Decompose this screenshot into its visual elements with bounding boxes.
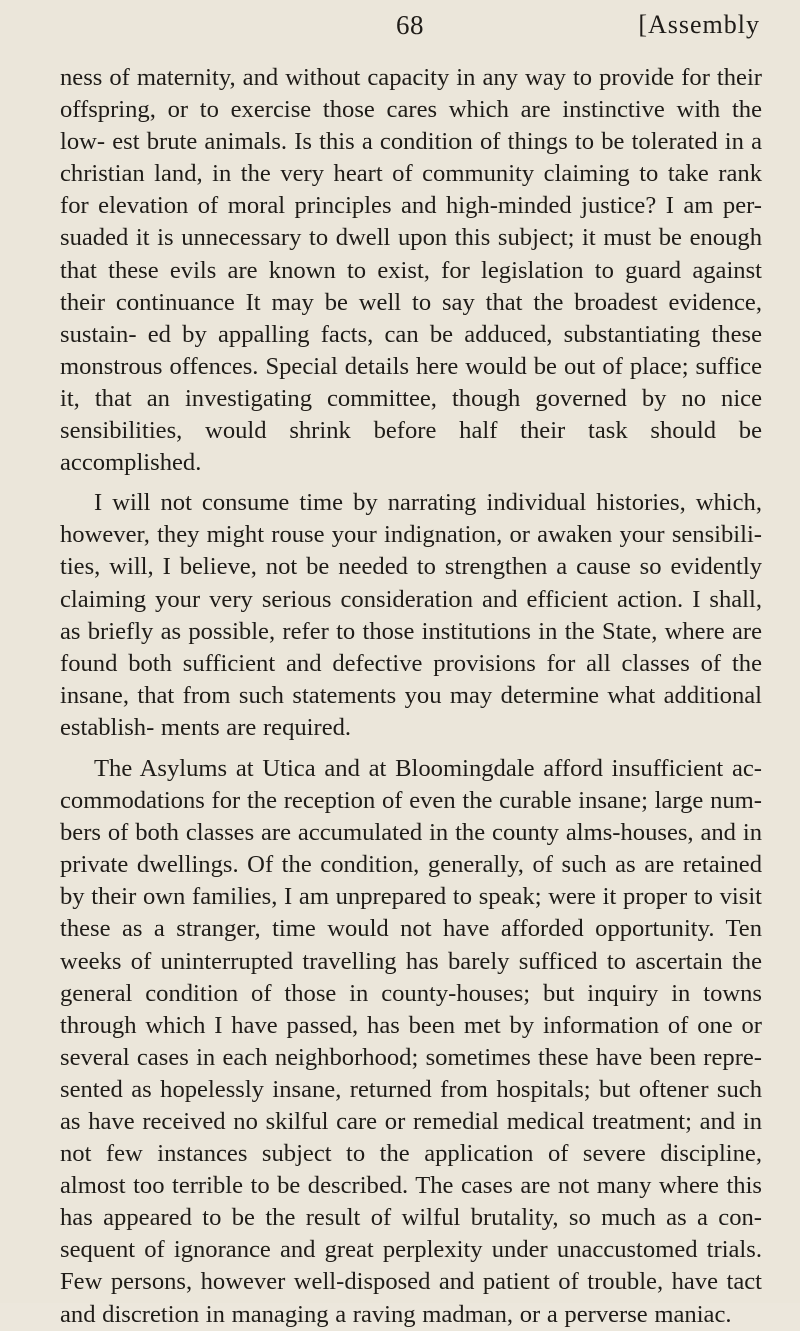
page-number: 68 — [396, 10, 424, 40]
paragraph-2: I will not consume time by narrating individual histories, which, however, they might rouse your indignation, or awaken your sensibili- ties, will, I believe, not be needed to strengthen a cause so evidently claiming your very serious consideration and efficient action. I shall, as briefly as possible, refer to those institutions in the State, where are found both sufficient and defective provisions for all classes of the insane, that from such statements you may determine what additional establish- ments are required. — [60, 489, 762, 741]
paragraph-3: The Asylums at Utica and at Bloomingdale afford insufficient ac- commodations for the reception of even the curable insane; large num- bers of both classes are accumulated in the county alms-houses, and in private dwellings. Of the condition, generally, of such as are retained by their own families, I am unprepared to speak; were it proper to visit these as a stranger, time would not have afforded opportunity. Ten weeks of uninterrupted travelling has barely sufficed to ascertain the general condition of those in county-houses; but inquiry in towns through which I have passed, has been met by information of one or several cases in each neighborhood; sometimes these have been repre- sented as hopelessly insane, returned from hospitals; but oftener such as have received no skilful care or remedial medical treatment; and in not few instances subject to the application of severe discipline, almost too terrible to be described. The cases are not many where this has appeared to be the result of wilful brutality, so much as a con- sequent of ignorance and great perplexity under unaccustomed trials. Few persons, however well-disposed and patient of trouble, have tact and discretion in managing a raving madman, or a perverse maniac. — [60, 754, 762, 1328]
paragraph-1: ness of maternity, and without capacity in any way to provide for their offspring, or to exercise those cares which are instinctive with the low- est brute animals. Is this a condition of things to be tolerated in a christian land, in the very heart of community claiming to take rank for elevation of moral principles and high-minded justice? I am per- suaded it is unnecessary to dwell upon this subject; it must be enough that these evils are known to exist, for legislation to guard against their continuance It may be well to say that the broadest evidence, sustain- ed by appalling facts, can be adduced, substantiating these monstrous offences. Special details here would be out of place; suffice it, that an investigating committee, though governed by no nice sensibilities, would shrink before half their task should be accomplished. — [60, 64, 762, 477]
page-header — [60, 10, 760, 54]
body-text — [60, 62, 762, 1331]
running-head: [Assembly — [638, 10, 760, 39]
